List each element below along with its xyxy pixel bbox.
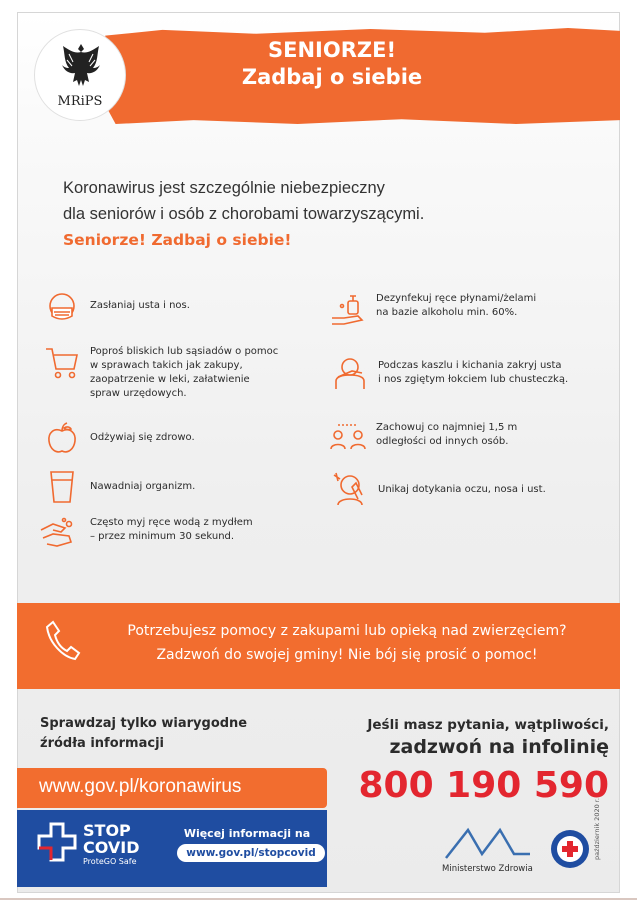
tip-hydration — [44, 469, 195, 505]
tip-text: i nos zgiętym łokciem lub chusteczką. — [378, 374, 569, 385]
gov-url-link[interactable]: www.gov.pl/koronawirus — [39, 776, 242, 797]
face-mask-icon — [44, 290, 80, 326]
tip-text: w sprawach takich jak zakupy, — [90, 360, 243, 371]
intro-line-1: Koronawirus jest szczególnie niebezpieczny — [63, 179, 385, 197]
tip-handwashing — [39, 516, 253, 552]
stopcovid-brand — [83, 822, 140, 867]
verify-sources-text — [40, 714, 247, 754]
tip-disinfect — [330, 292, 536, 328]
stopcovid-brand-1: STOP — [83, 821, 131, 840]
infoline-call: zadzwoń na infolinię — [389, 736, 609, 758]
stopcovid-brand-2: COVID — [83, 838, 140, 857]
tip-text: Nawadniaj organizm. — [90, 481, 196, 492]
hand-sanitizer-icon — [330, 292, 366, 328]
tip-text: Podczas kaszlu i kichania zakryj usta — [378, 360, 562, 371]
tip-text: Dezynfekuj ręce płynami/żelami — [376, 293, 537, 304]
stopcovid-sub: ProteGO Safe — [83, 857, 137, 866]
intro-accent: Seniorze! Zadbaj o siebie! — [63, 231, 292, 249]
more-info-label: Więcej informacji na — [183, 827, 311, 840]
intro-text — [63, 175, 424, 253]
tip-shopping — [44, 345, 278, 401]
help-line-2: Zadzwoń do swojej gminy! Nie bój się prosić o pomoc! — [156, 647, 538, 663]
sanepid-seal-icon — [550, 829, 590, 869]
logo-text: MRiPS — [57, 94, 103, 109]
stopcovid-link[interactable]: www.gov.pl/stopcovid — [177, 844, 325, 862]
bottom-divider — [0, 898, 637, 900]
social-distance-icon — [330, 415, 366, 451]
tip-text: Zasłaniaj usta i nos. — [90, 300, 190, 311]
verify-line-2: źródła informacji — [40, 736, 164, 751]
sneeze-elbow-icon — [332, 355, 368, 391]
stopcovid-panel — [17, 810, 327, 887]
banner-title — [222, 37, 442, 91]
help-banner — [17, 603, 620, 689]
tip-text: Często myj ręce wodą z mydłem — [90, 517, 253, 528]
water-glass-icon — [44, 469, 80, 505]
help-line-1: Potrzebujesz pomocy z zakupami lub opieką nad zwierzęciem? — [127, 623, 567, 639]
tip-text: Zachowuj co najmniej 1,5 m — [376, 422, 518, 433]
stopcovid-cross-icon — [37, 822, 77, 862]
tip-cough — [332, 355, 568, 391]
tip-text: Unikaj dotykania oczu, nosa i ust. — [378, 484, 546, 495]
tip-text: – przez minimum 30 sekund. — [90, 531, 235, 542]
no-touch-face-icon — [332, 471, 368, 507]
infoline-number[interactable]: 800 190 590 — [358, 765, 609, 806]
tip-text: na bazie alkoholu min. 60%. — [376, 307, 518, 318]
apple-icon — [44, 421, 80, 457]
date-note: październik 2020 r. — [593, 798, 601, 860]
ministry-mark-icon — [442, 826, 532, 860]
banner-line-1: SENIORZE! — [267, 38, 397, 62]
tip-distance — [330, 415, 517, 451]
tip-nutrition — [44, 421, 195, 457]
tip-text: Odżywiaj się zdrowo. — [90, 432, 195, 443]
eagle-emblem-icon — [59, 40, 103, 92]
hand-washing-icon — [39, 516, 75, 552]
tip-text: Poproś bliskich lub sąsiadów o pomoc — [90, 346, 279, 357]
shopping-cart-icon — [44, 345, 80, 381]
ministry-name: Ministerstwo Zdrowia — [442, 864, 533, 874]
gov-url-bar[interactable] — [17, 768, 327, 808]
sanepid-logo — [550, 829, 590, 873]
tip-text: odległości od innych osób. — [376, 436, 509, 447]
infoline-block — [355, 716, 609, 808]
intro-line-2: dla seniorów i osób z chorobami towarzyszącymi. — [63, 205, 425, 223]
tip-text: zaopatrzenie w leki, załatwienie — [90, 374, 250, 385]
infoline-question: Jeśli masz pytania, wątpliwości, — [367, 717, 609, 733]
phone-icon — [45, 619, 81, 661]
tip-text: spraw urzędowych. — [90, 388, 187, 399]
mrips-logo — [34, 29, 126, 121]
verify-line-1: Sprawdzaj tylko wiarygodne — [40, 716, 248, 731]
tip-no-touch — [332, 471, 546, 507]
banner-line-2: Zadbaj o siebie — [241, 65, 423, 89]
ministry-logo — [442, 826, 533, 874]
tip-mask — [44, 290, 190, 326]
